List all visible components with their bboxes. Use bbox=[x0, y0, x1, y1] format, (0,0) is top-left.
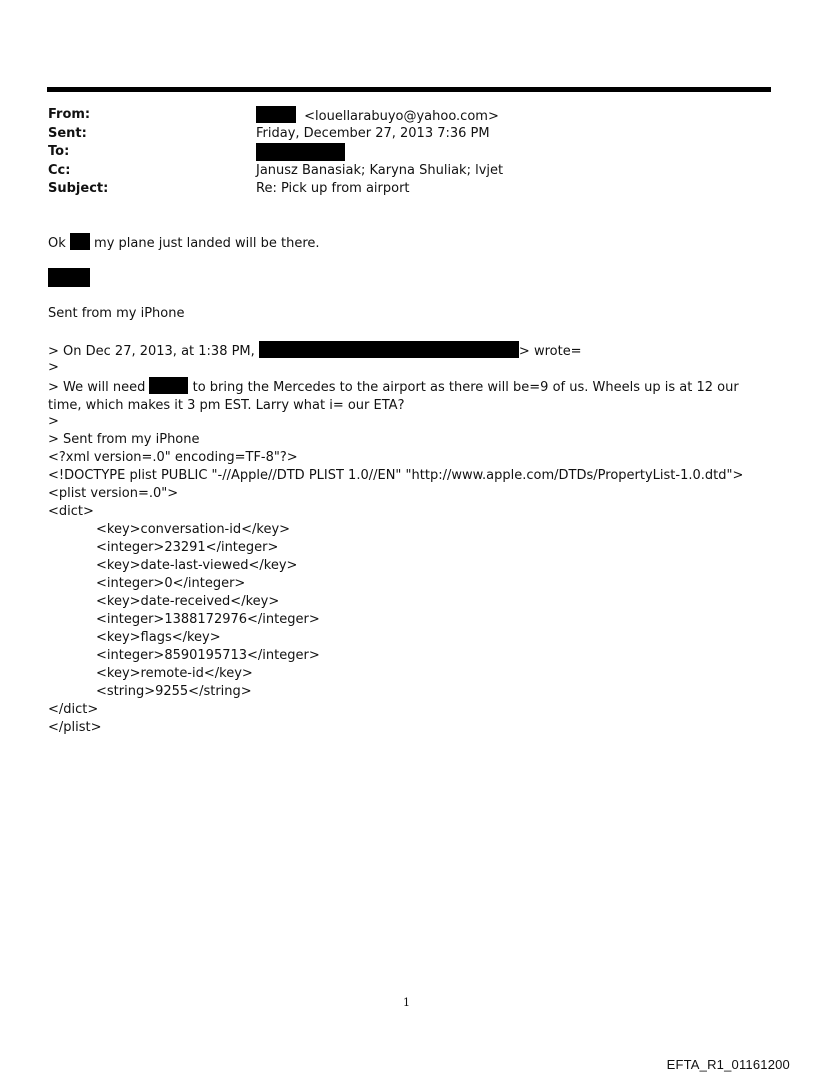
header-rule bbox=[47, 87, 771, 92]
bates-number: EFTA_R1_01161200 bbox=[666, 1057, 790, 1072]
cc-label: Cc: bbox=[48, 163, 71, 178]
quote-intro-start: > On Dec 27, 2013, at 1:38 PM, bbox=[48, 344, 255, 359]
plist-line: <integer>0</integer> bbox=[96, 576, 246, 591]
cc-row bbox=[48, 162, 768, 180]
subject-value: Re: Pick up from airport bbox=[256, 181, 410, 196]
plist-line: <dict> bbox=[48, 504, 94, 519]
plist-line: <key>date-last-viewed</key> bbox=[96, 558, 298, 573]
quote-intro-line bbox=[48, 341, 768, 361]
plist-line: <key>flags</key> bbox=[96, 630, 221, 645]
plist-line: <!DOCTYPE plist PUBLIC "-//Apple//DTD PLIST 1.0//EN" "http://www.apple.com/DTDs/PropertyList-1.0.dtd"> bbox=[48, 468, 744, 483]
sent-value: Friday, December 27, 2013 7:36 PM bbox=[256, 126, 490, 141]
plist-line: <key>remote-id</key> bbox=[96, 666, 253, 681]
quote-blank-line: > bbox=[48, 360, 59, 375]
redaction-box bbox=[256, 143, 345, 161]
quote-message-end: to bring the Mercedes to the airport as there will be=9 of us. Wheels up is at 12 our time, which makes it 3 pm EST. Larry what i= our ETA? bbox=[48, 380, 739, 413]
redaction-box bbox=[259, 341, 519, 358]
cc-value: Janusz Banasiak; Karyna Shuliak; lvjet bbox=[256, 163, 504, 178]
page-number: 1 bbox=[403, 996, 410, 1009]
subject-row bbox=[48, 180, 768, 198]
plist-line: </dict> bbox=[48, 702, 99, 717]
plist-line: <key>date-received</key> bbox=[96, 594, 280, 609]
from-email: <louellarabuyo@yahoo.com> bbox=[304, 109, 499, 124]
reply-text-start: Ok bbox=[48, 236, 66, 251]
redaction-box bbox=[256, 106, 296, 123]
plist-line: </plist> bbox=[48, 720, 102, 735]
plist-line: <?xml version=.0" encoding=TF-8"?> bbox=[48, 450, 298, 465]
sent-row bbox=[48, 125, 768, 143]
from-label: From: bbox=[48, 107, 91, 122]
to-value bbox=[256, 143, 345, 164]
quote-message-start: > We will need bbox=[48, 380, 146, 395]
to-row bbox=[48, 143, 768, 161]
quote-blank-line: > bbox=[48, 414, 59, 429]
sent-from-line: Sent from my iPhone bbox=[48, 306, 185, 321]
from-value bbox=[256, 106, 499, 126]
plist-line: <integer>8590195713</integer> bbox=[96, 648, 320, 663]
quote-intro-end: > wrote= bbox=[518, 344, 582, 359]
plist-block bbox=[48, 449, 768, 737]
redaction-box bbox=[70, 233, 90, 250]
redaction-box bbox=[149, 377, 188, 394]
reply-line bbox=[48, 233, 768, 253]
email-header bbox=[48, 106, 768, 201]
plist-line: <integer>1388172976</integer> bbox=[96, 612, 320, 627]
reply-text-end: my plane just landed will be there. bbox=[94, 236, 320, 251]
from-row bbox=[48, 106, 768, 124]
plist-line: <integer>23291</integer> bbox=[96, 540, 279, 555]
signature-redaction bbox=[48, 268, 90, 287]
plist-line: <plist version=.0"> bbox=[48, 486, 179, 501]
sent-label: Sent: bbox=[48, 126, 87, 141]
subject-label: Subject: bbox=[48, 181, 109, 196]
quote-message-paragraph bbox=[48, 377, 768, 415]
plist-line: <string>9255</string> bbox=[96, 684, 252, 699]
plist-line: <key>conversation-id</key> bbox=[96, 522, 291, 537]
to-label: To: bbox=[48, 144, 70, 159]
quote-sent-from-line: > Sent from my iPhone bbox=[48, 432, 200, 447]
